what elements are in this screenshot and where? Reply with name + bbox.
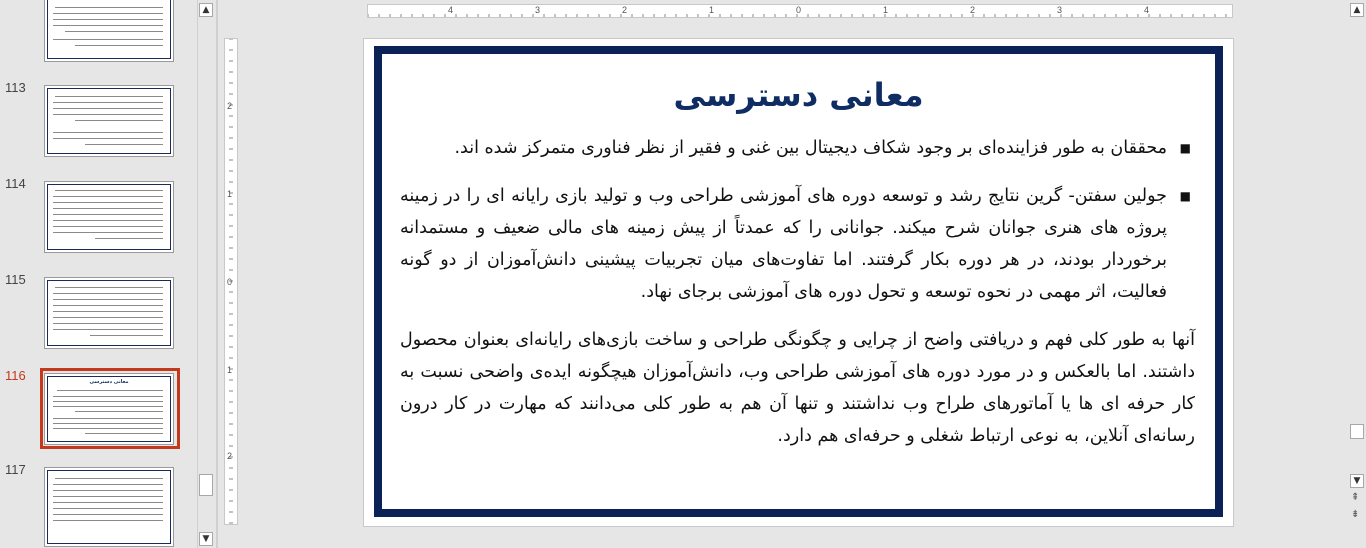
thumbnail-text-line (75, 45, 163, 46)
thumbnail-title: معانی دسترسی (89, 379, 129, 385)
ruler-number: 0 (227, 277, 233, 287)
next-slide-icon[interactable]: ⇟ (1351, 509, 1360, 520)
slide-thumbnail[interactable] (44, 277, 174, 349)
thumbnail-row-selected[interactable] (0, 368, 197, 458)
ruler-number: 4 (448, 5, 454, 15)
thumbnail-text-line (57, 390, 163, 391)
thumbnail-text-line (53, 196, 163, 197)
ruler-number: 1 (883, 5, 889, 15)
slide-number: 117 (5, 462, 26, 477)
thumbnail-text-line (53, 418, 163, 419)
thumbnail-text-line (53, 214, 163, 215)
thumbnail-text-line (53, 132, 163, 133)
thumbnail-text-line (53, 299, 163, 300)
thumbnail-text-line (85, 433, 163, 434)
thumbnail-text-line (90, 335, 163, 336)
thumbnail-text-line (55, 478, 163, 479)
thumbnail-text-line (53, 490, 163, 491)
thumbnail-text-line (53, 428, 163, 429)
thumbnail-text-line (53, 114, 163, 115)
thumbnail-text-line (53, 39, 163, 40)
thumbnail-scrollbar[interactable] (197, 0, 214, 548)
ruler-number: 1 (227, 189, 233, 199)
thumbnail-text-line (95, 238, 163, 239)
thumbnail-text-line (55, 190, 163, 191)
ruler-number: 2 (970, 5, 976, 15)
thumbnail-text-line (53, 423, 163, 424)
thumbnail-text-line (53, 508, 163, 509)
thumbnail-text-line (53, 293, 163, 294)
thumbnail-text-line (75, 120, 163, 121)
thumbnail-text-line (53, 232, 163, 233)
thumbnail-text-line (53, 396, 163, 397)
thumbnail-row[interactable] (0, 462, 197, 548)
slide-content-placeholder[interactable] (400, 132, 1195, 452)
ruler-number: 1 (227, 365, 233, 375)
scrollbar-thumb[interactable] (1350, 424, 1364, 439)
thumbnail-row[interactable] (0, 80, 197, 170)
slide-thumbnail[interactable] (44, 0, 174, 62)
body-paragraph[interactable]: آنها به طور کلی فهم و دریافتی واضح از چرایی و چگونگی طراحی و ساخت بازی‌های رایانه‌ای بعنوان محصول داشتند. اما بالعکس و در مورد دوره های آموزشی طراحی وب، دانش‌آموزان هیچگونه ایده‌ی واضحی نسبت به کار حرفه ای ها یا آماتورهای طراح وب نداشتند و تنها آن هم به طور کلی می‌دانند که مهارت در کار درون رسانه‌ای آنلاین، به نوعی ارتباط شغلی و حرفه‌ای هم دارد. (400, 330, 1195, 446)
ruler-number: 3 (1057, 5, 1063, 15)
thumbnail-text-line (53, 108, 163, 109)
thumbnail-row[interactable] (0, 272, 197, 362)
bullet-text: جولین سفتن- گرین نتایج رشد و توسعه دوره های آموزشی طراحی وب و تولید بازی رایانه ای را در زمینه پروژه های هنری جوانان شرح میکند. جوانانی را که عمدتاً از پیش زمینه های مالی ضعیف و مستمدانه برخوردار بودند، در هر دوره بکار گرفتند. اما تفاوت‌های میان تجربیات پیشینی دانش‌آموزان از دو گونه فعالیت، اثر مهمی در نحوه توسعه و تحول دوره های آموزشی برجای نهاد. (400, 186, 1167, 302)
slide-thumbnail[interactable] (44, 373, 174, 445)
thumbnail-text-line (53, 220, 163, 221)
vertical-ruler[interactable] (224, 38, 238, 525)
thumbnail-text-line (53, 13, 163, 14)
thumbnail-frame (47, 184, 171, 250)
slide-number: 116 (5, 368, 26, 383)
scroll-up-button[interactable]: ▲ (1350, 3, 1364, 17)
thumbnail-text-line (53, 138, 163, 139)
thumbnail-text-line (55, 287, 163, 288)
scrollbar-thumb[interactable] (199, 474, 213, 496)
ruler-number: 0 (796, 5, 802, 15)
slide-number: 115 (5, 272, 26, 287)
slide-thumbnail[interactable] (44, 467, 174, 547)
thumbnail-row[interactable] (0, 176, 197, 266)
slide-thumbnail-pane[interactable] (0, 0, 197, 548)
thumbnail-text-line (53, 25, 163, 26)
thumbnail-text-line (53, 406, 163, 407)
slide-number: 113 (5, 80, 26, 95)
bullet-paragraph[interactable] (400, 180, 1195, 308)
scroll-up-button[interactable]: ▲ (199, 3, 213, 17)
thumbnail-row[interactable] (0, 0, 197, 70)
ruler-number: 2 (227, 101, 233, 111)
slide-canvas[interactable] (363, 38, 1234, 527)
thumbnail-text-line (53, 329, 163, 330)
ruler-number: 2 (227, 451, 233, 461)
ruler-number: 1 (709, 5, 715, 15)
bullet-paragraph[interactable] (400, 132, 1195, 164)
scroll-down-button[interactable]: ▼ (199, 532, 213, 546)
thumbnail-text-line (53, 484, 163, 485)
thumbnail-text-line (85, 144, 163, 145)
bullet-text: محققان به طور فزاینده‌ای بر وجود شکاف دیجیتال بین غنی و فقیر از نظر فناوری متمرکز شده اند. (454, 138, 1167, 158)
bullet-square-icon: ■ (1179, 189, 1191, 203)
slide-title[interactable]: معانی دسترسی (673, 76, 924, 114)
thumbnail-text-line (53, 520, 163, 521)
thumbnail-text-line (53, 317, 163, 318)
thumbnail-frame (47, 470, 171, 544)
slide-thumbnail[interactable] (44, 181, 174, 253)
thumbnail-text-line (53, 102, 163, 103)
thumbnail-text-line (75, 411, 163, 412)
thumbnail-text-line (53, 202, 163, 203)
slide-number: 114 (5, 176, 26, 191)
bullet-square-icon: ■ (1179, 141, 1191, 155)
horizontal-ruler[interactable] (367, 4, 1233, 18)
thumbnail-text-line (55, 96, 163, 97)
scroll-down-button[interactable]: ▼ (1350, 474, 1364, 488)
thumbnail-text-line (53, 502, 163, 503)
ruler-number: 2 (622, 5, 628, 15)
previous-slide-icon[interactable]: ⇞ (1351, 492, 1360, 503)
thumbnail-text-line (53, 19, 163, 20)
slide-thumbnail[interactable] (44, 85, 174, 157)
thumbnail-text-line (53, 323, 163, 324)
pane-divider[interactable] (216, 0, 218, 548)
thumbnail-text-line (53, 496, 163, 497)
thumbnail-text-line (53, 226, 163, 227)
thumbnail-text-line (55, 7, 163, 8)
thumbnail-frame (47, 280, 171, 346)
thumbnail-text-line (53, 401, 163, 402)
thumbnail-frame (47, 0, 171, 59)
thumbnail-text-line (53, 311, 163, 312)
thumbnail-text-line (53, 208, 163, 209)
thumbnail-text-line (65, 31, 163, 32)
ruler-number: 3 (535, 5, 541, 15)
ruler-number: 4 (1144, 5, 1150, 15)
slide-border-frame (374, 46, 1223, 517)
slide-scrollbar[interactable] (1348, 0, 1366, 548)
thumbnail-text-line (53, 305, 163, 306)
thumbnail-text-line (53, 514, 163, 515)
